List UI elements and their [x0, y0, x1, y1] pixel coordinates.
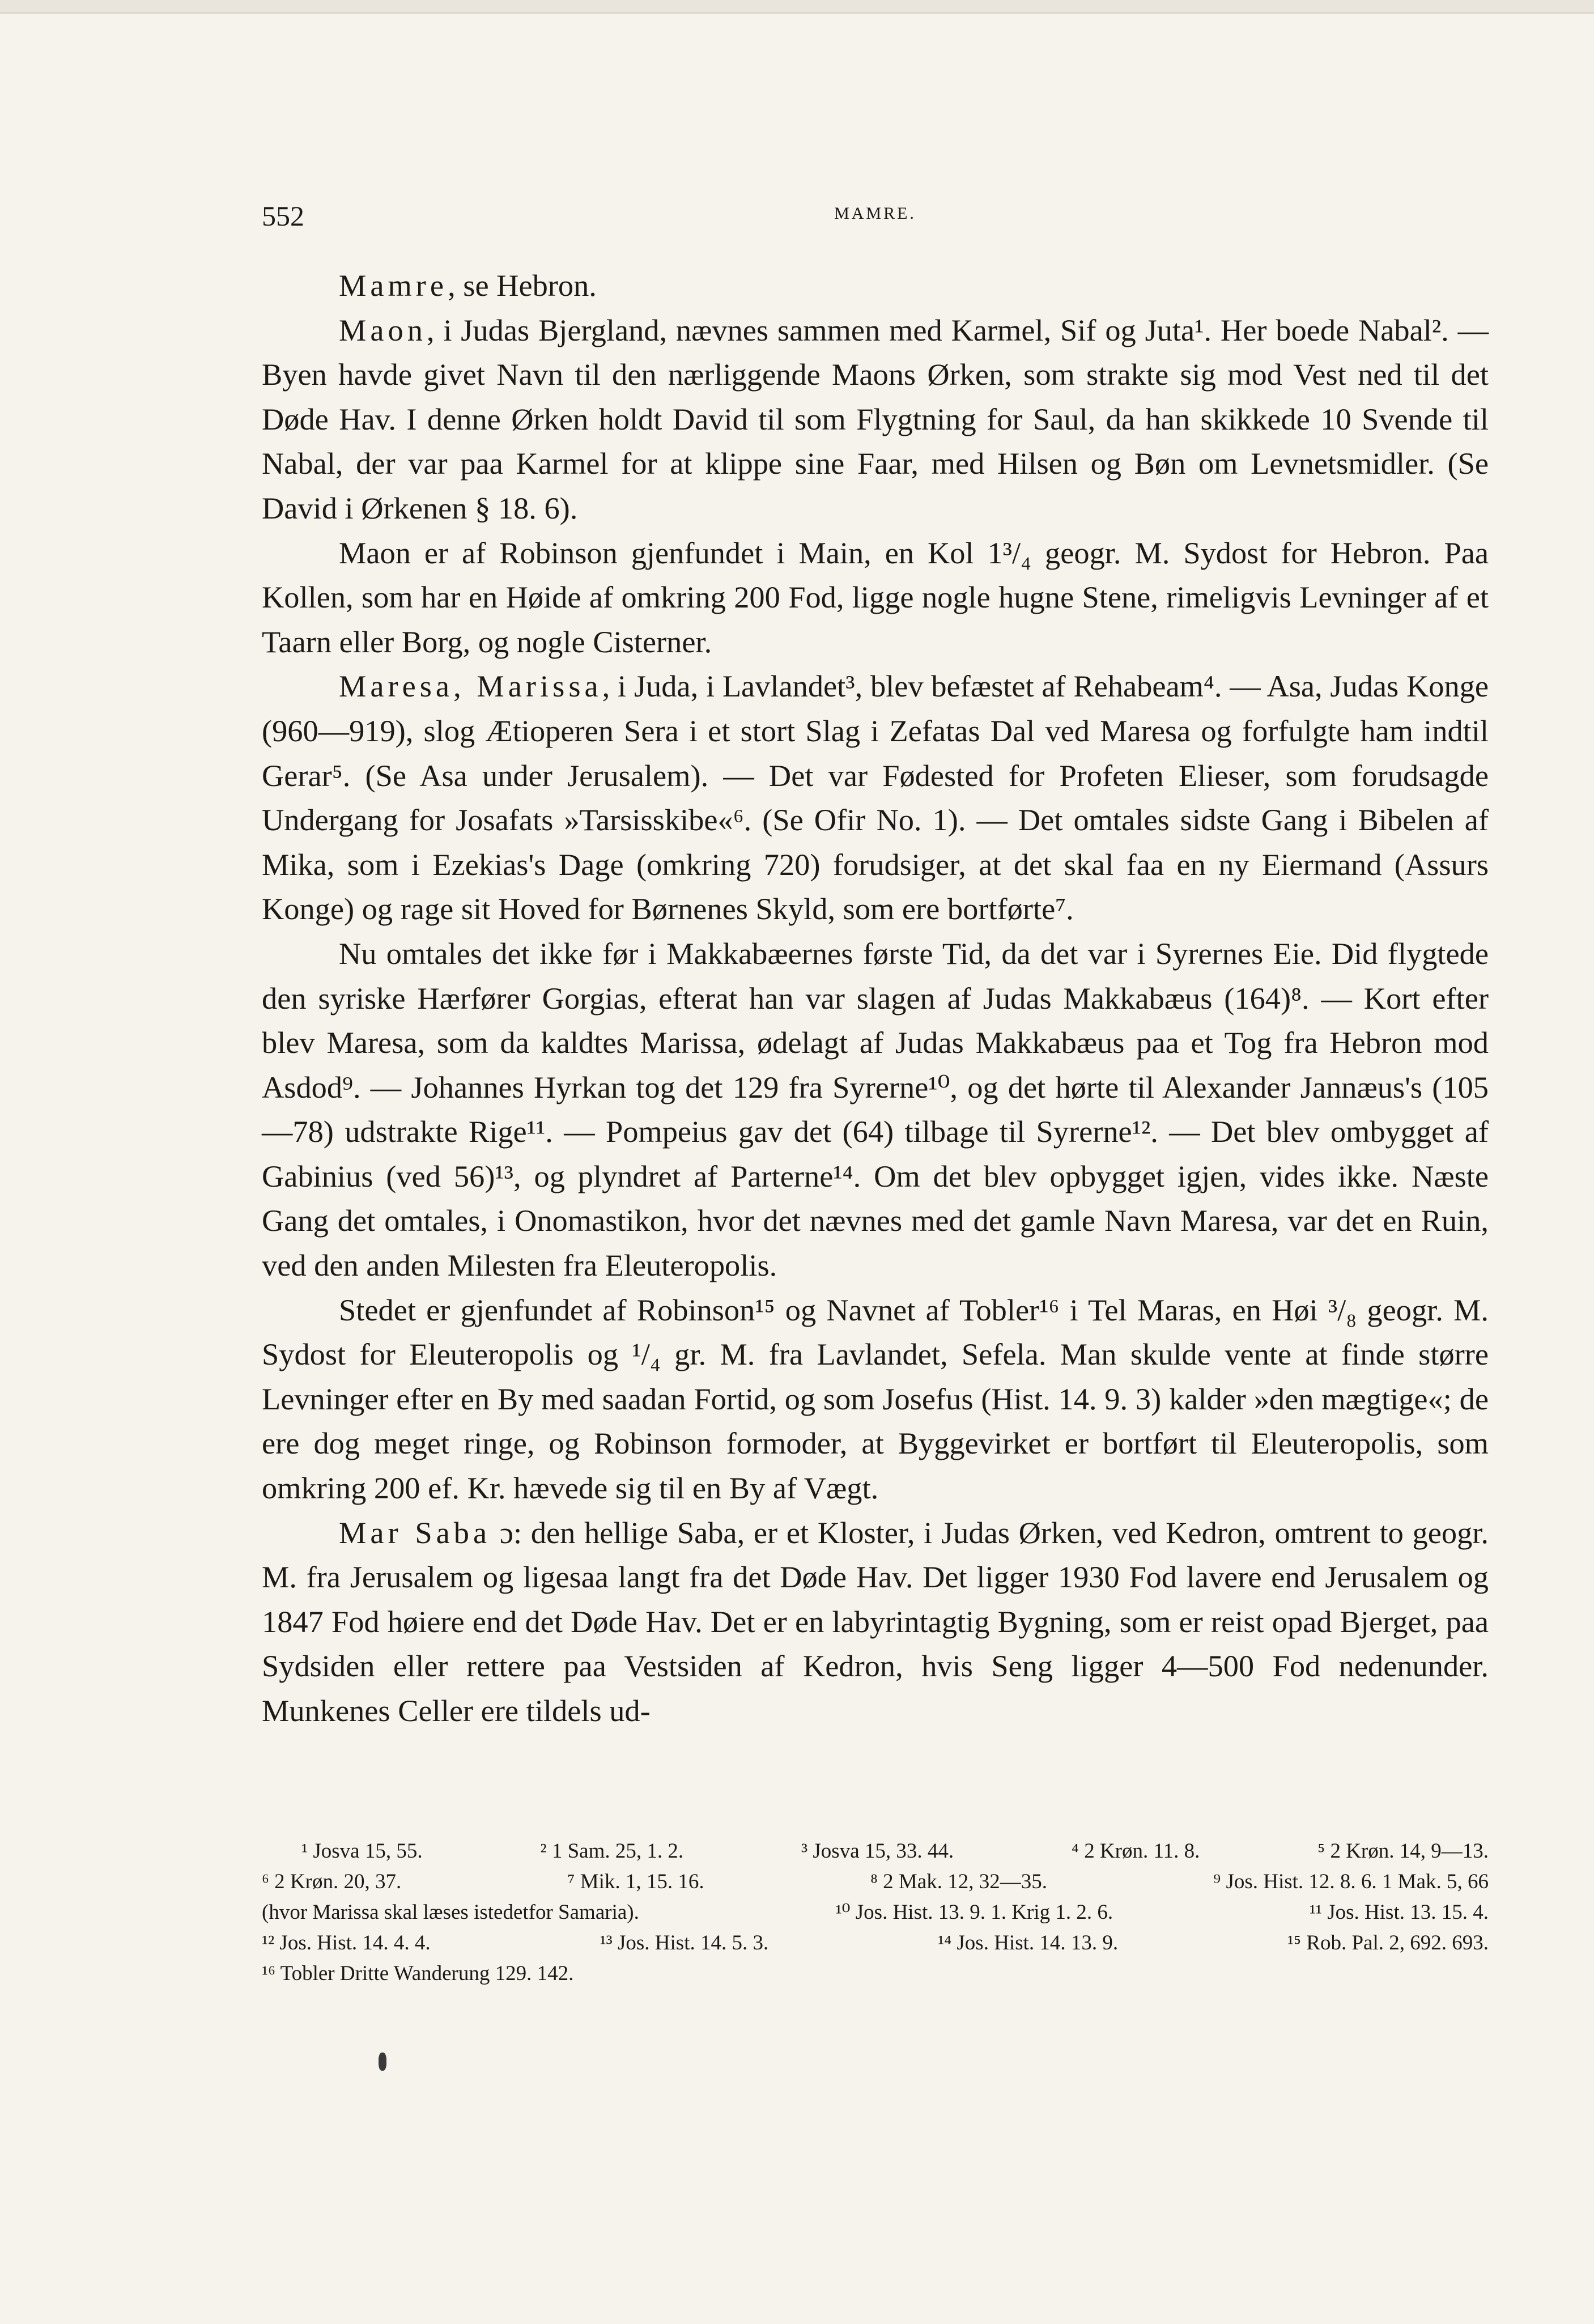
- article-body: [262, 264, 1489, 1734]
- headword: Maresa, Marissa: [339, 669, 602, 704]
- paragraph: [262, 308, 1489, 531]
- headword: Mar Saba: [339, 1515, 491, 1550]
- page-top-edge: [0, 0, 1594, 14]
- paragraph: [262, 1511, 1489, 1734]
- footnote: ¹² Jos. Hist. 14. 4. 4.: [262, 1931, 431, 1955]
- footnote: ² 1 Sam. 25, 1. 2.: [540, 1839, 684, 1863]
- footnote-line: [262, 1897, 1489, 1928]
- page-header: [262, 199, 1489, 233]
- footnote: ¹⁴ Jos. Hist. 14. 13. 9.: [938, 1931, 1119, 1955]
- paragraph: [262, 264, 1489, 308]
- paragraph-text: Stedet er gjenfundet af Robinson¹⁵ og Navnet af Tobler¹⁶ i Tel Maras, en Høi ³/₈ geogr. M. Sydost for Eleuteropolis og ¹/₄ gr. M. fra Lavlandet, Sefela. Man skulde vente at finde større Levninger efter en By med saadan Fortid, og som Josefus (Hist. 14. 9. 3) kalder »den mægtige«; de ere dog meget ringe, og Robinson formoder, at Byggevirket er bortført til Eleuteropolis, som omkring 200 ef. Kr. hævede sig til en By af Vægt.: [262, 1293, 1489, 1506]
- paragraph: [262, 1288, 1489, 1511]
- footnote: ¹³ Jos. Hist. 14. 5. 3.: [600, 1931, 769, 1955]
- footnote-line: [262, 1836, 1489, 1867]
- paragraph-text: ɔ: den hellige Saba, er et Kloster, i Judas Ørken, ved Kedron, omtrent to geogr. M. fra Jerusalem og ligesaa langt fra det Døde Hav. Det ligger 1930 Fod lavere end Jerusalem og 1847 Fod høiere end det Døde Hav. Det er en labyrintagtig Bygning, som er reist opad Bjerget, paa Sydsiden eller rettere paa Vestsiden af Kedron, hvis Seng ligger 4—500 Fod nedenunder. Munkenes Celler ere tildels ud-: [262, 1515, 1489, 1728]
- headword: Mamre: [339, 269, 448, 303]
- paragraph-text: Nu omtales det ikke før i Makkabæernes første Tid, da det var i Syrernes Eie. Did flygtede den syriske Hærfører Gorgias, efterat han var slagen af Judas Makkabæus (164)⁸. — Kort efter blev Maresa, som da kaldtes Marissa, ødelagt af Judas Makkabæus paa et Tog fra Hebron mod Asdod⁹. — Johannes Hyrkan tog det 129 fra Syrerne¹⁰, og det hørte til Alexander Jannæus's (105—78) udstrakte Rige¹¹. — Pompeius gav det (64) tilbage til Syrerne¹². — Det blev ombygget af Gabinius (ved 56)¹³, og plyndret af Parterne¹⁴. Om det blev opbygget igjen, vides ikke. Næste Gang det omtales, i Onomastikon, hvor det nævnes med det gamle Navn Maresa, var det en Ruin, ved den anden Milesten fra Eleuteropolis.: [262, 936, 1489, 1283]
- footnote: ⁷ Mik. 1, 15. 16.: [567, 1870, 704, 1893]
- footnote-line: [262, 1928, 1489, 1958]
- ink-blot: [379, 2053, 386, 2071]
- footnote: ⁴ 2 Krøn. 11. 8.: [1072, 1839, 1200, 1863]
- footnote: ¹⁵ Rob. Pal. 2, 692. 693.: [1287, 1931, 1489, 1955]
- paragraph-text: , i Juda, i Lavlandet³, blev befæstet af Rehabeam⁴. — Asa, Judas Konge (960—919), slog Ætioperen Sera i et stort Slag i Zefatas Dal ved Maresa og forfulgte ham indtil Gerar⁵. (Se Asa under Jerusalem). — Det var Fødested for Profeten Elieser, som forudsagde Undergang for Josafats »Tarsisskibe«⁶. (Se Ofir No. 1). — Det omtales sidste Gang i Bibelen af Mika, som i Ezekias's Dage (omkring 720) forudsiger, at det skal faa en ny Eiermand (Assurs Konge) og rage sit Hoved for Børnenes Skyld, som ere bortførte⁷.: [262, 669, 1489, 927]
- footnote: ¹⁶ Tobler Dritte Wanderung 129. 142.: [262, 1962, 574, 1985]
- headword: Maon: [339, 313, 427, 347]
- footnote-line: [262, 1867, 1489, 1897]
- footnotes: [262, 1836, 1489, 1989]
- footnote: ¹¹ Jos. Hist. 13. 15. 4.: [1309, 1901, 1489, 1924]
- paragraph: [262, 531, 1489, 665]
- footnote: ⁵ 2 Krøn. 14, 9—13.: [1317, 1839, 1489, 1863]
- footnote: ³ Josva 15, 33. 44.: [801, 1839, 954, 1863]
- footnote: ¹ Josva 15, 55.: [301, 1839, 423, 1863]
- footnote: ⁹ Jos. Hist. 12. 8. 6. 1 Mak. 5, 66: [1213, 1870, 1489, 1893]
- paragraph-text: , se Hebron.: [448, 269, 597, 303]
- paragraph-text: , i Judas Bjergland, nævnes sammen med Karmel, Sif og Juta¹. Her boede Nabal². — Byen havde givet Navn til den nærliggende Maons Ørken, som strakte sig mod Vest ned til det Døde Hav. I denne Ørken holdt David til som Flygtning for Saul, da han skikkede 10 Svende til Nabal, der var paa Karmel for at klippe sine Faar, med Hilsen og Bøn om Levnetsmidler. (Se David i Ørkenen § 18. 6).: [262, 313, 1489, 525]
- footnote: (hvor Marissa skal læses istedetfor Samaria).: [262, 1901, 639, 1924]
- footnote: ⁸ 2 Mak. 12, 32—35.: [870, 1870, 1047, 1893]
- page-number: 552: [262, 200, 304, 232]
- paragraph-text: Maon er af Robinson gjenfundet i Main, en Kol 1³/₄ geogr. M. Sydost for Hebron. Paa Kollen, som har en Høide af omkring 200 Fod, ligge nogle hugne Stene, rimeligvis Levninger af et Taarn eller Borg, og nogle Cisterner.: [262, 536, 1489, 659]
- running-head: MAMRE.: [834, 204, 916, 223]
- paragraph: [262, 664, 1489, 932]
- footnote-line: [262, 1958, 1489, 1989]
- footnote: ¹⁰ Jos. Hist. 13. 9. 1. Krig 1. 2. 6.: [835, 1901, 1113, 1924]
- footnote: ⁶ 2 Krøn. 20, 37.: [262, 1870, 402, 1893]
- paragraph: [262, 932, 1489, 1288]
